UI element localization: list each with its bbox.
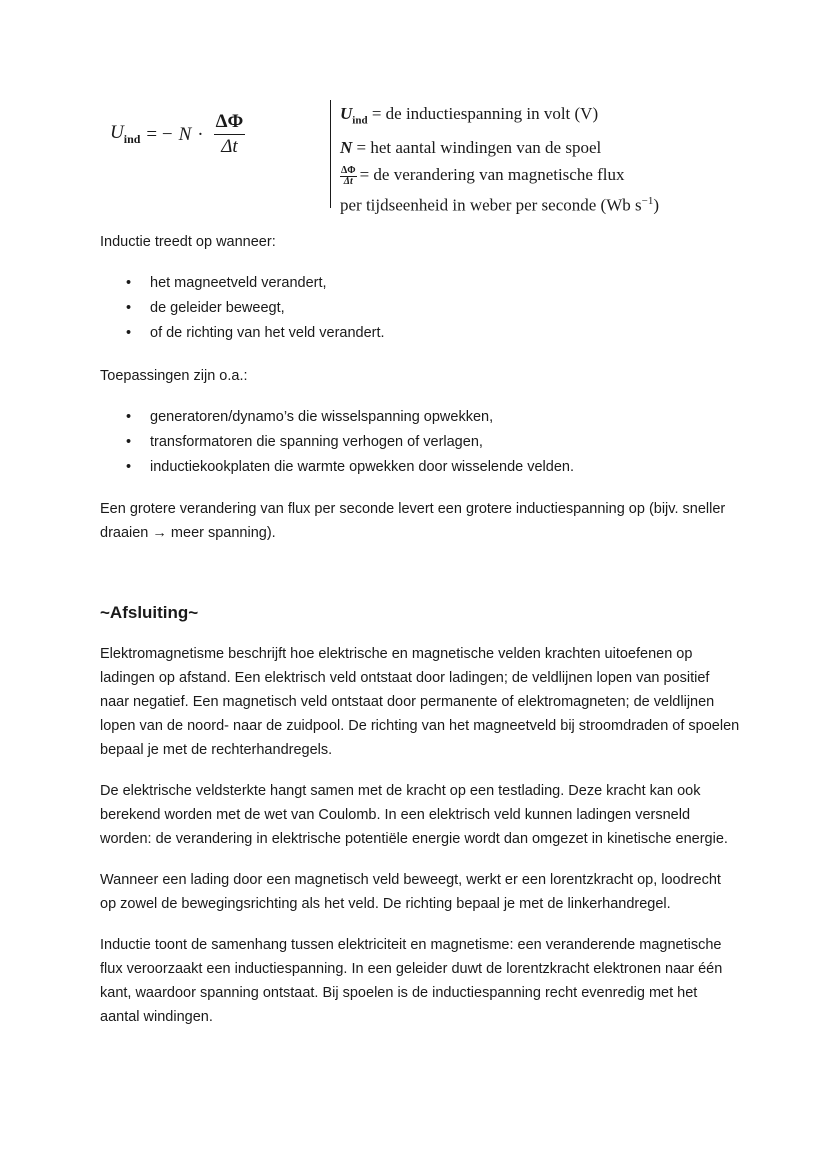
list-item: • de geleider beweegt, [100, 296, 740, 321]
list-item: • of de richting van het veld verandert. [100, 321, 740, 346]
formula-dot: · [197, 123, 204, 145]
bullet-icon: • [126, 325, 132, 341]
bullet-icon: • [126, 275, 132, 291]
induction-conditions-list [100, 271, 740, 346]
applications-intro: Toepassingen zijn o.a.: [100, 368, 248, 384]
flux-note: Een grotere verandering van flux per seconde levert een grotere inductiespanning op (bijv. sneller draaien → meer spanning). [100, 501, 726, 541]
list-item: • inductiekookplaten die warmte opwekken door wisselende velden. [100, 455, 740, 480]
induction-formula-block [0, 0, 828, 220]
formula-equals: = − [146, 123, 173, 145]
formula-denominator: Δt [221, 136, 238, 157]
document-body [100, 230, 740, 1029]
bullet-icon: • [126, 300, 132, 316]
formula-fraction [214, 112, 246, 157]
legend-line-uind: $U_{ind}$ = de inductiespanning in volt (V) [340, 104, 599, 127]
bullet-icon: • [126, 459, 132, 475]
formula-legend [330, 100, 660, 216]
legend-mini-fraction: $\frac{\Delta\Phi}{\Delta t}$ [341, 164, 356, 187]
formula-numerator: ΔΦ [214, 112, 246, 135]
list-item: • het magneetveld verandert, [100, 271, 740, 296]
applications-list [100, 405, 740, 480]
formula-lhs: $U_{ind}$ [110, 122, 141, 146]
legend-line-flux: $\frac{\Delta\Phi}{\Delta t}$ = de verandering van magnetische flux [341, 164, 625, 187]
closing-paragraph-3: Wanneer een lading door een magnetisch veld beweegt, werkt er een lorentzkracht op, loodrecht op zowel de bewegingsrichting als het veld. De richting bepaal je met de linkerhandregel. [100, 872, 721, 912]
section-title-afsluiting: ~Afsluiting~ [100, 603, 199, 622]
list-item: • transformatoren die spanning verhogen of verlagen, [100, 430, 740, 455]
closing-paragraph-2: De elektrische veldsterkte hangt samen met de kracht op een testlading. Deze kracht kan ook berekend worden met de wet van Coulomb. In een elektrisch veld kunnen ladingen versneld worden: de verandering in elektrische potentiële energie wordt dan omgezet in kinetische energie. [100, 783, 728, 847]
legend-line-n: N = het aantal windingen van de spoel [340, 138, 602, 158]
list-item: • generatoren/dynamo’s die wisselspanning opwekken, [100, 405, 740, 430]
bullet-icon: • [126, 409, 132, 425]
closing-paragraph-4: Inductie toont de samenhang tussen elektriciteit en magnetisme: een veranderende magnetische flux veroorzaakt een inductiespanning. In een geleider duwt de lorentzkracht elektronen naar één kant, waardoor spanning ontstaat. Bij spoelen is de inductiespanning recht evenredig met het aantal windingen. [100, 937, 723, 1025]
induction-intro: Inductie treedt op wanneer: [100, 234, 276, 250]
legend-line-unit: per tijdseenheid in weber per seconde (Wb $s^{-1}$) [340, 195, 660, 216]
bullet-icon: • [126, 434, 132, 450]
formula-n: N [178, 123, 192, 145]
closing-paragraph-1: Elektromagnetisme beschrijft hoe elektrische en magnetische velden krachten uitoefenen op ladingen op afstand. Een elektrisch veld ontstaat door ladingen; de veldlijnen lopen van positief naar negatief. Een magnetisch veld ontstaat door permanente of elektromagneten; de veldlijnen lopen van de noord- naar de zuidpool. De richting van het magneetveld bij stroomdraden of spoelen bepaal je met de rechterhandregels. [100, 646, 740, 758]
induction-formula [110, 112, 245, 157]
